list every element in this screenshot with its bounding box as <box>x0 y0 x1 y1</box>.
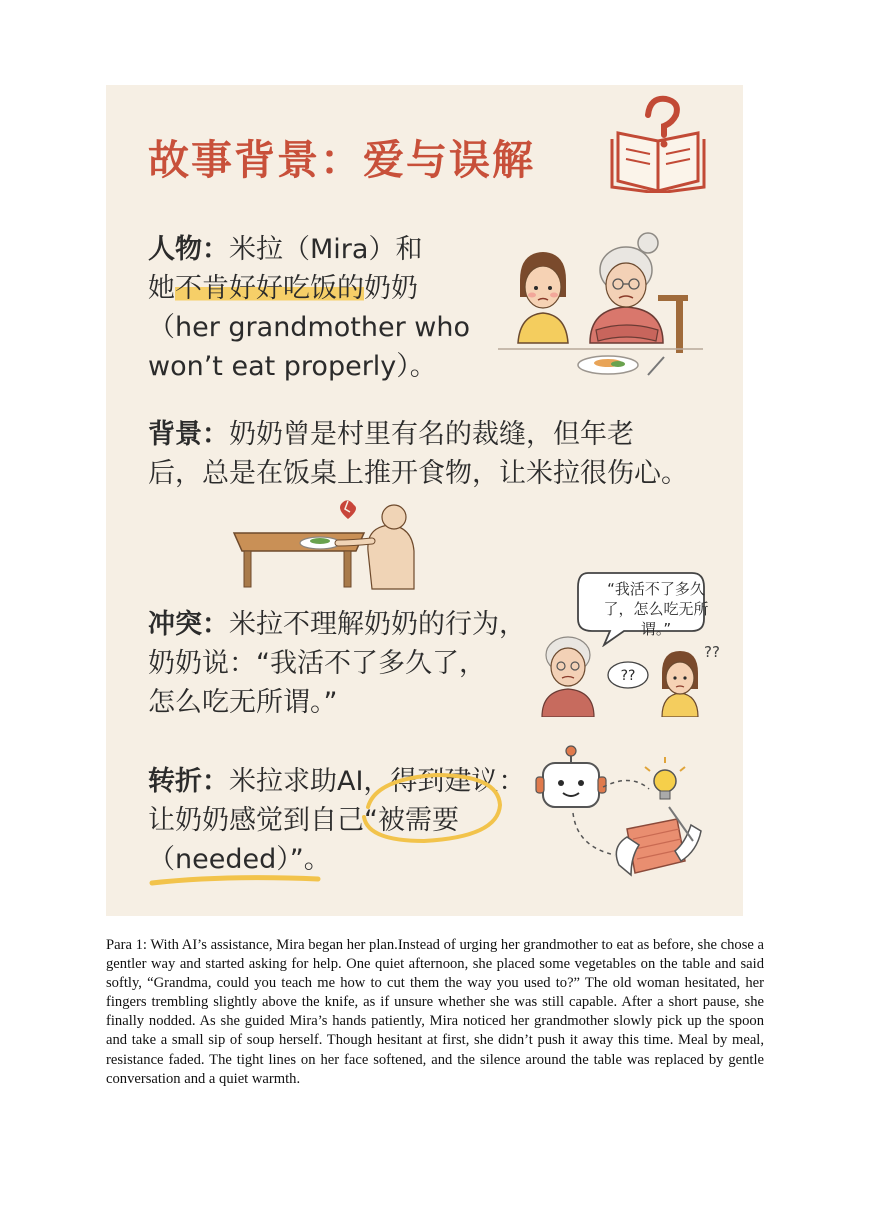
poster-title: 故事背景：爱与误解 <box>148 136 535 184</box>
speech-bubble-text: “我活不了多久了，怎么吃无所谓。” <box>603 580 709 638</box>
background-line2: 后，总是在饭桌上推开食物，让米拉很伤心。 <box>148 458 688 489</box>
conflict-line1: 米拉不理解奶奶的行为， <box>229 609 526 640</box>
characters-highlight: 不肯好好吃饭的 <box>175 273 364 304</box>
turning-line1: 米拉求助AI，得到建议： <box>229 766 526 797</box>
characters-line3: （her grandmother who <box>148 312 470 343</box>
turning-line2: 让奶奶感觉到自己“被需要 <box>148 805 459 836</box>
characters-line1: 米拉（Mira）和 <box>229 234 423 265</box>
conflict-line2: 奶奶说：“我活不了多久了， <box>148 648 486 679</box>
turning-label: 转折： <box>148 766 229 797</box>
conflict-line3: 怎么吃无所谓。” <box>148 687 338 718</box>
story-paragraph: Para 1: With AI’s assistance, Mira began her plan.Instead of urging her grandmother to eat as before, she chose a gentler way and started asking for help. One quiet afternoon, she placed some vegetables on the table and said softly, “Grandma, could you teach me how to cut them the way you used to?” The old woman hesitated, her fingers trembling slightly above the knife, as if unsure whether she was still capable. After a short pause, she finally nodded. As she guided Mira’s hands patiently, Mira noticed her grandmother slowly pick up the spoon and take a small sip of soup herself. Though hesitant at first, she didn’t push it away this time. Meal by meal, resistance faded. The tight lines on her face softened, and the silence around the table was replaced by gentle conversation and a quiet warmth. <box>106 937 764 1087</box>
turning-line3: （needed）”。 <box>148 844 331 875</box>
characters-line2-pre: 她 <box>148 273 175 304</box>
background-label: 背景： <box>148 419 229 450</box>
robot-knitting-illustration <box>531 743 711 883</box>
background-line1: 奶奶曾是村里有名的裁缝，但年老 <box>229 419 634 450</box>
characters-label: 人物： <box>148 234 229 265</box>
bubble-question-marks: ?? <box>620 668 636 684</box>
characters-line4: won’t eat properly）。 <box>148 351 437 382</box>
characters-line2-post: 奶奶 <box>364 273 418 304</box>
question-marks-text: ?? <box>704 643 720 661</box>
conflict-label: 冲突： <box>148 609 229 640</box>
story-poster <box>106 85 743 916</box>
